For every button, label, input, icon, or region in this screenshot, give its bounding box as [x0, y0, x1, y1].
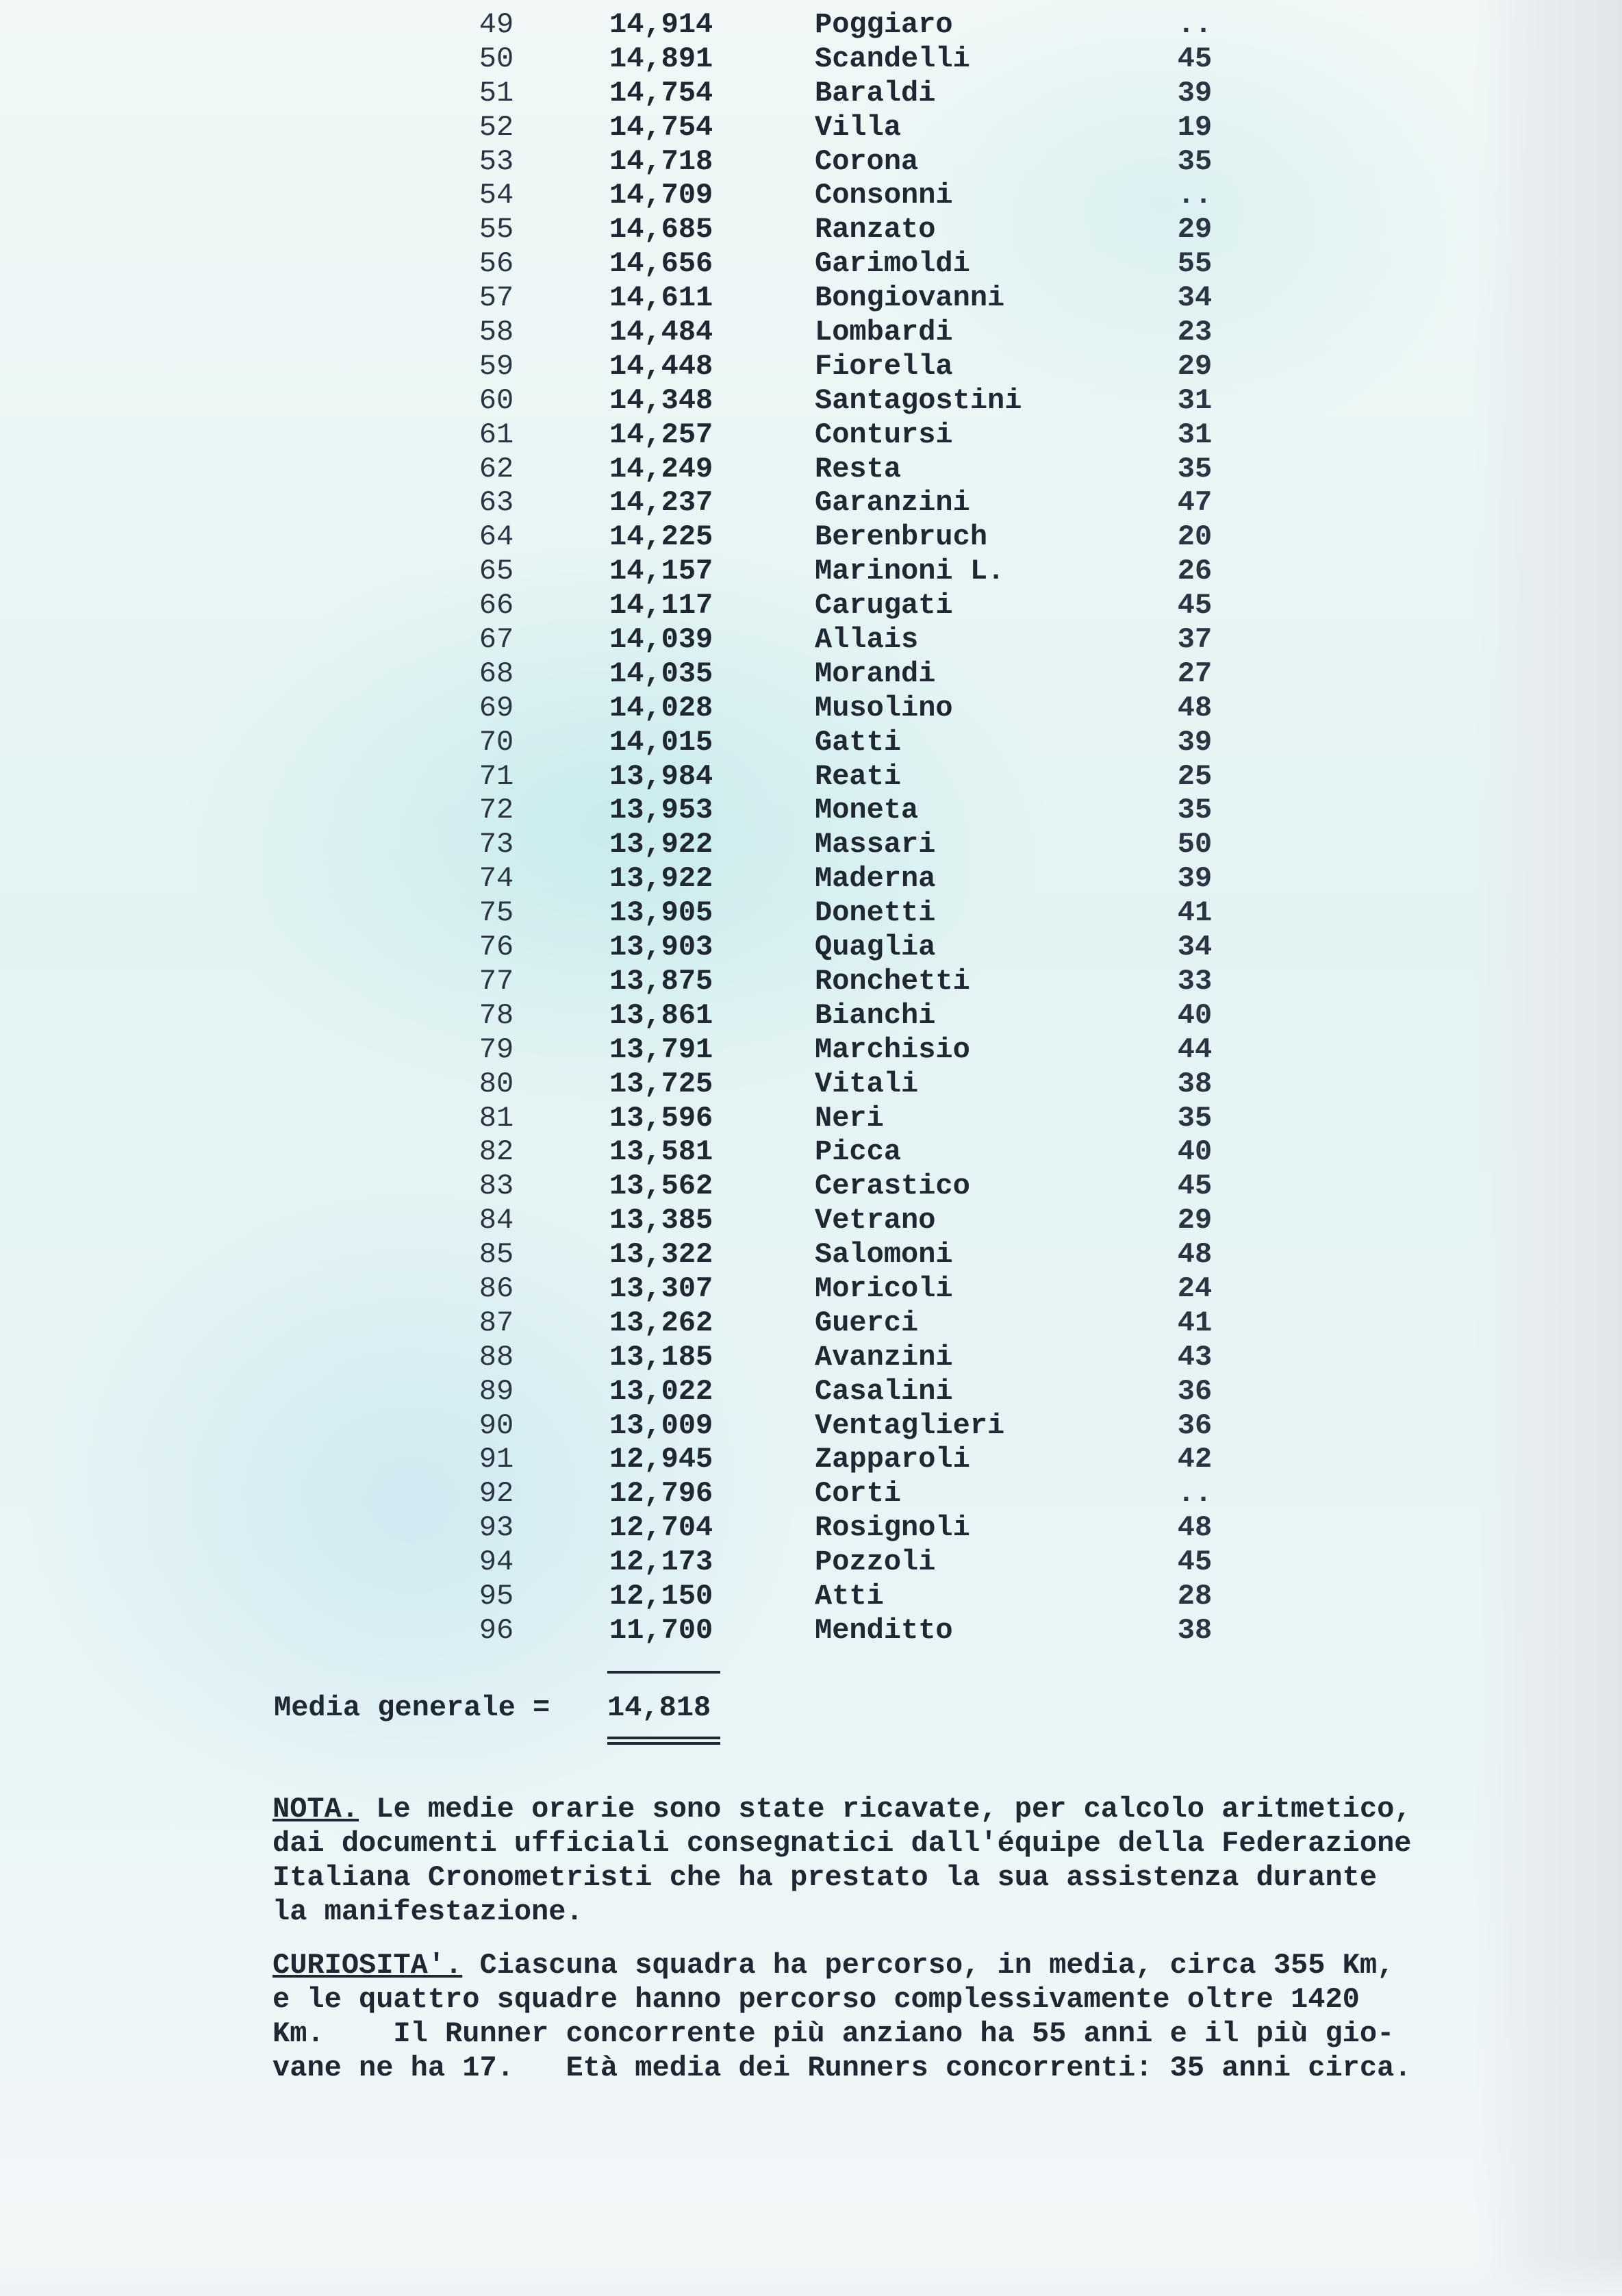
name-cell: Donetti: [815, 896, 936, 930]
speed-cell: 14,718: [609, 144, 713, 178]
rank-cell: 90: [479, 1409, 514, 1442]
rank-cell: 67: [479, 623, 514, 657]
age-cell: 40: [1177, 1135, 1213, 1169]
speed-cell: 13,581: [609, 1135, 713, 1169]
name-cell: Salomoni: [815, 1238, 953, 1272]
paper-bottom-edge: [0, 2255, 1622, 2296]
name-cell: Maderna: [815, 862, 936, 896]
speed-cell: 13,725: [609, 1067, 713, 1100]
age-cell: 44: [1177, 1033, 1213, 1066]
name-cell: Pozzoli: [815, 1546, 936, 1579]
rank-cell: 85: [479, 1238, 514, 1272]
name-cell: Avanzini: [815, 1340, 953, 1374]
rank-cell: 65: [479, 555, 514, 588]
sum-rule-top: [607, 1671, 720, 1674]
rank-cell: 89: [479, 1374, 514, 1408]
age-cell: 39: [1177, 862, 1213, 896]
table-row: [438, 77, 1232, 111]
name-cell: Vitali: [815, 1067, 919, 1100]
speed-cell: 14,257: [609, 418, 713, 451]
nota-line-3: Italiana Cronometristi che ha prestato la sua assistenza durante: [273, 1861, 1378, 1894]
name-cell: Ronchetti: [815, 964, 970, 998]
nota-line-2: dai documenti ufficiali consegnatici dall'équipe della Federazione: [273, 1827, 1412, 1860]
age-cell: 28: [1177, 1579, 1213, 1613]
age-cell: 37: [1177, 623, 1213, 657]
age-cell: ..: [1177, 179, 1213, 212]
table-row: [438, 281, 1232, 316]
name-cell: Gatti: [815, 725, 902, 759]
double-rule-upper: [607, 1737, 720, 1739]
age-cell: 36: [1177, 1409, 1213, 1442]
table-row: [438, 453, 1232, 487]
results-table: [438, 8, 1232, 1648]
name-cell: Neri: [815, 1101, 884, 1135]
rank-cell: 77: [479, 964, 514, 998]
rank-cell: 62: [479, 452, 514, 485]
rank-cell: 68: [479, 657, 514, 690]
table-row: [438, 486, 1232, 520]
age-cell: 42: [1177, 1443, 1213, 1476]
speed-cell: 12,173: [609, 1546, 713, 1579]
name-cell: Fiorella: [815, 349, 953, 383]
rank-cell: 71: [479, 759, 514, 793]
table-row: [438, 965, 1232, 999]
rank-cell: 69: [479, 691, 514, 724]
table-row: [438, 896, 1232, 931]
name-cell: Contursi: [815, 418, 953, 451]
table-row: [438, 1135, 1232, 1170]
table-row: [438, 1033, 1232, 1068]
curiosita-line-3: Km. Il Runner concorrente più anziano ha 55 anni e il più gio-: [273, 2017, 1395, 2050]
name-cell: Resta: [815, 452, 902, 485]
age-cell: 35: [1177, 1101, 1213, 1135]
name-cell: Zapparoli: [815, 1443, 970, 1476]
curiosita-line-2: e le quattro squadre hanno percorso complessivamente oltre 1420: [273, 1983, 1360, 2016]
rank-cell: 64: [479, 520, 514, 554]
name-cell: Reati: [815, 759, 902, 793]
age-cell: 27: [1177, 657, 1213, 690]
speed-cell: 13,596: [609, 1101, 713, 1135]
name-cell: Carugati: [815, 589, 953, 622]
speed-cell: 14,028: [609, 691, 713, 724]
double-rule-lower: [607, 1742, 720, 1745]
rank-cell: 81: [479, 1101, 514, 1135]
age-cell: 38: [1177, 1067, 1213, 1100]
table-row: [438, 145, 1232, 179]
name-cell: Quaglia: [815, 931, 936, 964]
table-row: [438, 1238, 1232, 1272]
age-cell: 29: [1177, 1204, 1213, 1237]
rank-cell: 55: [479, 213, 514, 247]
table-row: [438, 1170, 1232, 1204]
speed-cell: 14,237: [609, 486, 713, 520]
name-cell: Massari: [815, 828, 936, 861]
rank-cell: 72: [479, 794, 514, 827]
table-row: [438, 316, 1232, 350]
name-cell: Garimoldi: [815, 247, 970, 281]
table-row: [438, 1546, 1232, 1580]
age-cell: 34: [1177, 281, 1213, 315]
speed-cell: 13,385: [609, 1204, 713, 1237]
speed-cell: 14,685: [609, 213, 713, 247]
name-cell: Lombardi: [815, 316, 953, 349]
age-cell: 41: [1177, 1306, 1213, 1339]
age-cell: 39: [1177, 76, 1213, 110]
name-cell: Corona: [815, 144, 919, 178]
name-cell: Berenbruch: [815, 520, 988, 554]
rank-cell: 76: [479, 931, 514, 964]
speed-cell: 13,262: [609, 1306, 713, 1339]
age-cell: 29: [1177, 213, 1213, 247]
name-cell: Moneta: [815, 794, 919, 827]
name-cell: Rosignoli: [815, 1511, 970, 1545]
name-cell: Marinoni L.: [815, 555, 1005, 588]
speed-cell: 14,484: [609, 316, 713, 349]
rank-cell: 91: [479, 1443, 514, 1476]
name-cell: Ventaglieri: [815, 1409, 1005, 1442]
age-cell: 26: [1177, 555, 1213, 588]
speed-cell: 14,157: [609, 555, 713, 588]
table-row: [438, 862, 1232, 896]
table-row: [438, 213, 1232, 247]
speed-cell: 14,249: [609, 452, 713, 485]
name-cell: Atti: [815, 1579, 884, 1613]
rank-cell: 93: [479, 1511, 514, 1545]
table-row: [438, 657, 1232, 692]
table-row: [438, 1272, 1232, 1307]
table-row: [438, 726, 1232, 760]
name-cell: Morandi: [815, 657, 936, 690]
table-row: [438, 8, 1232, 42]
speed-cell: 14,914: [609, 8, 713, 41]
table-row: [438, 384, 1232, 418]
age-cell: 24: [1177, 1272, 1213, 1305]
table-row: [438, 1375, 1232, 1409]
rank-cell: 57: [479, 281, 514, 315]
age-cell: 35: [1177, 794, 1213, 827]
name-cell: Villa: [815, 110, 902, 144]
rank-cell: 49: [479, 8, 514, 41]
table-row: [438, 1102, 1232, 1136]
curiosita-line-1: Ciascuna squadra ha percorso, in media, circa 355 Km,: [462, 1949, 1395, 1982]
age-cell: 48: [1177, 1511, 1213, 1545]
rank-cell: 50: [479, 42, 514, 75]
speed-cell: 13,984: [609, 759, 713, 793]
speed-cell: 13,307: [609, 1272, 713, 1305]
nota-heading: NOTA.: [273, 1793, 359, 1826]
age-cell: 45: [1177, 589, 1213, 622]
table-row: [438, 623, 1232, 657]
table-row: [438, 999, 1232, 1033]
speed-cell: 13,922: [609, 828, 713, 861]
speed-cell: 14,754: [609, 76, 713, 110]
rank-cell: 78: [479, 998, 514, 1032]
speed-cell: 13,022: [609, 1374, 713, 1408]
table-row: [438, 1341, 1232, 1375]
rank-cell: 88: [479, 1340, 514, 1374]
name-cell: Bianchi: [815, 998, 936, 1032]
age-cell: 38: [1177, 1613, 1213, 1647]
age-cell: 45: [1177, 1170, 1213, 1203]
age-cell: 25: [1177, 759, 1213, 793]
rank-cell: 75: [479, 896, 514, 930]
average-label: Media generale =: [274, 1691, 550, 1724]
name-cell: Scandelli: [815, 42, 970, 75]
table-row: [438, 1614, 1232, 1648]
name-cell: Allais: [815, 623, 919, 657]
age-cell: 47: [1177, 486, 1213, 520]
age-cell: 48: [1177, 1238, 1213, 1272]
table-row: [438, 1307, 1232, 1341]
age-cell: 20: [1177, 520, 1213, 554]
rank-cell: 84: [479, 1204, 514, 1237]
age-cell: 19: [1177, 110, 1213, 144]
table-row: [438, 589, 1232, 623]
speed-cell: 13,922: [609, 862, 713, 896]
age-cell: 55: [1177, 247, 1213, 281]
age-cell: 29: [1177, 349, 1213, 383]
name-cell: Picca: [815, 1135, 902, 1169]
age-cell: 33: [1177, 964, 1213, 998]
table-row: [438, 1477, 1232, 1511]
name-cell: Cerastico: [815, 1170, 970, 1203]
name-cell: Poggiaro: [815, 8, 953, 41]
rank-cell: 74: [479, 862, 514, 896]
speed-cell: 14,448: [609, 349, 713, 383]
rank-cell: 96: [479, 1613, 514, 1647]
name-cell: Marchisio: [815, 1033, 970, 1066]
table-row: [438, 247, 1232, 281]
table-row: [438, 1580, 1232, 1614]
rank-cell: 82: [479, 1135, 514, 1169]
rank-cell: 92: [479, 1477, 514, 1511]
rank-cell: 59: [479, 349, 514, 383]
table-row: [438, 1068, 1232, 1102]
speed-cell: 13,903: [609, 931, 713, 964]
table-row: [438, 794, 1232, 828]
speed-cell: 13,185: [609, 1340, 713, 1374]
age-cell: 45: [1177, 42, 1213, 75]
table-row: [438, 1409, 1232, 1443]
table-row: [438, 760, 1232, 794]
name-cell: Santagostini: [815, 383, 1022, 417]
speed-cell: 13,009: [609, 1409, 713, 1442]
speed-cell: 14,225: [609, 520, 713, 554]
speed-cell: 14,348: [609, 383, 713, 417]
rank-cell: 60: [479, 383, 514, 417]
table-row: [438, 1511, 1232, 1546]
speed-cell: 13,953: [609, 794, 713, 827]
name-cell: Ranzato: [815, 213, 936, 247]
name-cell: Bongiovanni: [815, 281, 1005, 315]
table-row: [438, 520, 1232, 555]
rank-cell: 56: [479, 247, 514, 281]
rank-cell: 54: [479, 179, 514, 212]
speed-cell: 14,656: [609, 247, 713, 281]
age-cell: 23: [1177, 316, 1213, 349]
table-row: [438, 555, 1232, 589]
table-row: [438, 828, 1232, 862]
name-cell: Moricoli: [815, 1272, 953, 1305]
age-cell: ..: [1177, 8, 1213, 41]
age-cell: ..: [1177, 1477, 1213, 1511]
age-cell: 36: [1177, 1374, 1213, 1408]
table-row: [438, 111, 1232, 145]
table-row: [438, 179, 1232, 213]
curiosita-paragraph: [273, 1948, 1505, 2085]
age-cell: 35: [1177, 452, 1213, 485]
rank-cell: 51: [479, 76, 514, 110]
rank-cell: 61: [479, 418, 514, 451]
age-cell: 31: [1177, 418, 1213, 451]
name-cell: Menditto: [815, 1613, 953, 1647]
speed-cell: 12,945: [609, 1443, 713, 1476]
age-cell: 41: [1177, 896, 1213, 930]
rank-cell: 79: [479, 1033, 514, 1066]
speed-cell: 12,150: [609, 1579, 713, 1613]
table-row: [438, 418, 1232, 453]
speed-cell: 11,700: [609, 1613, 713, 1647]
speed-cell: 12,796: [609, 1477, 713, 1511]
age-cell: 35: [1177, 144, 1213, 178]
rank-cell: 87: [479, 1306, 514, 1339]
table-row: [438, 1204, 1232, 1238]
nota-line-1: Le medie orarie sono state ricavate, per calcolo aritmetico,: [359, 1793, 1412, 1826]
speed-cell: 14,709: [609, 179, 713, 212]
table-row: [438, 42, 1232, 77]
speed-cell: 13,905: [609, 896, 713, 930]
name-cell: Vetrano: [815, 1204, 936, 1237]
name-cell: Guerci: [815, 1306, 919, 1339]
rank-cell: 70: [479, 725, 514, 759]
rank-cell: 73: [479, 828, 514, 861]
speed-cell: 13,322: [609, 1238, 713, 1272]
rank-cell: 52: [479, 110, 514, 144]
name-cell: Consonni: [815, 179, 953, 212]
speed-cell: 13,875: [609, 964, 713, 998]
name-cell: Garanzini: [815, 486, 970, 520]
speed-cell: 13,562: [609, 1170, 713, 1203]
speed-cell: 13,791: [609, 1033, 713, 1066]
speed-cell: 14,015: [609, 725, 713, 759]
age-cell: 31: [1177, 383, 1213, 417]
rank-cell: 58: [479, 316, 514, 349]
age-cell: 43: [1177, 1340, 1213, 1374]
curiosita-line-4: vane ne ha 17. Età media dei Runners concorrenti: 35 anni circa.: [273, 2052, 1412, 2084]
speed-cell: 13,861: [609, 998, 713, 1032]
rank-cell: 83: [479, 1170, 514, 1203]
table-row: [438, 692, 1232, 726]
table-row: [438, 1443, 1232, 1477]
name-cell: Corti: [815, 1477, 902, 1511]
nota-line-4: la manifestazione.: [273, 1895, 583, 1928]
nota-paragraph: [273, 1792, 1505, 1929]
speed-cell: 14,611: [609, 281, 713, 315]
speed-cell: 14,891: [609, 42, 713, 75]
speed-cell: 14,117: [609, 589, 713, 622]
speed-cell: 14,035: [609, 657, 713, 690]
rank-cell: 86: [479, 1272, 514, 1305]
curiosita-heading: CURIOSITA'.: [273, 1949, 463, 1982]
age-cell: 45: [1177, 1546, 1213, 1579]
speed-cell: 12,704: [609, 1511, 713, 1545]
name-cell: Casalini: [815, 1374, 953, 1408]
age-cell: 40: [1177, 998, 1213, 1032]
rank-cell: 95: [479, 1579, 514, 1613]
age-cell: 39: [1177, 725, 1213, 759]
speed-cell: 14,039: [609, 623, 713, 657]
name-cell: Musolino: [815, 691, 953, 724]
age-cell: 34: [1177, 931, 1213, 964]
rank-cell: 80: [479, 1067, 514, 1100]
average-value: 14,818: [607, 1691, 711, 1724]
table-row: [438, 931, 1232, 965]
rank-cell: 94: [479, 1546, 514, 1579]
table-row: [438, 350, 1232, 384]
rank-cell: 63: [479, 486, 514, 520]
age-cell: 48: [1177, 691, 1213, 724]
rank-cell: 53: [479, 144, 514, 178]
name-cell: Baraldi: [815, 76, 936, 110]
rank-cell: 66: [479, 589, 514, 622]
speed-cell: 14,754: [609, 110, 713, 144]
age-cell: 50: [1177, 828, 1213, 861]
